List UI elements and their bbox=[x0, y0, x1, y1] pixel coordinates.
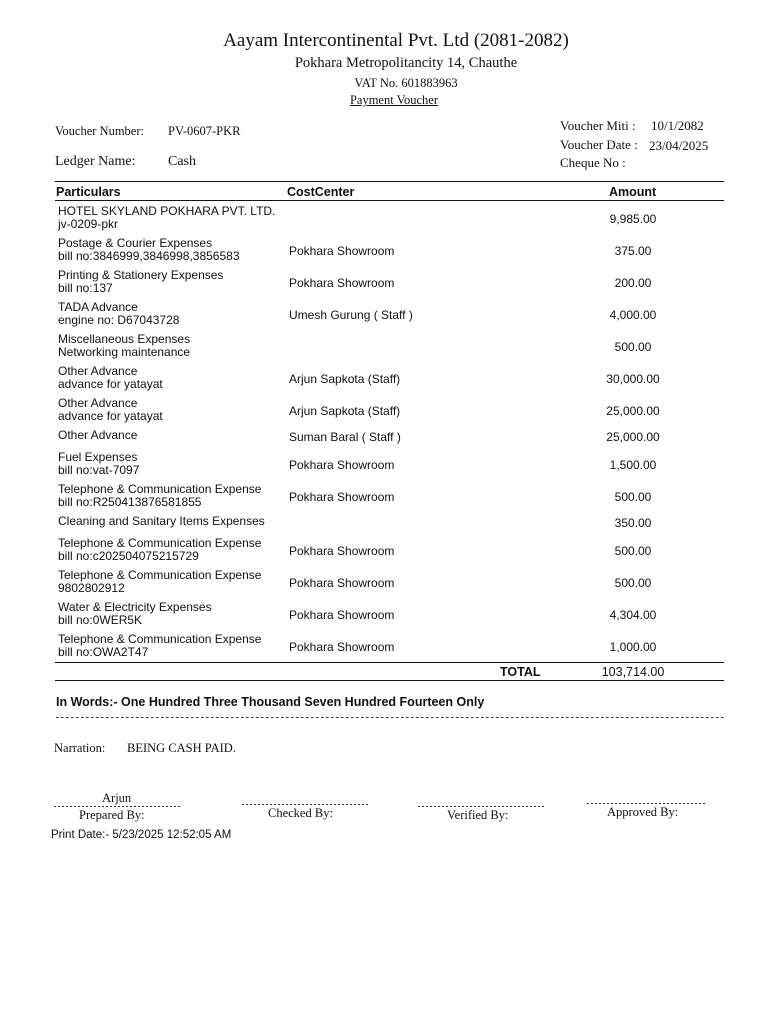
checked-signature-line bbox=[242, 804, 370, 805]
amount-cell: 375.00 bbox=[614, 244, 652, 258]
particulars-cell bbox=[58, 269, 223, 294]
amount-cell: 500.00 bbox=[614, 544, 652, 558]
header-particulars: Particulars bbox=[56, 185, 121, 199]
costcenter-cell: Pokhara Showroom bbox=[289, 608, 395, 622]
company-address: Pokhara Metropolitancity 14, Chauthe bbox=[294, 55, 518, 71]
document-title: Payment Voucher bbox=[349, 93, 439, 107]
table-row bbox=[55, 451, 724, 479]
particulars-text: Other Advance bbox=[58, 396, 138, 410]
ledger-name-label: Ledger Name: bbox=[55, 154, 136, 169]
costcenter-cell: Arjun Sapkota (Staff) bbox=[289, 372, 401, 386]
table-row bbox=[55, 269, 724, 297]
amount-in-words: In Words:- One Hundred Three Thousand Seven Hundred Fourteen Only bbox=[56, 695, 485, 709]
ledger-name-value: Cash bbox=[168, 154, 196, 169]
total-amount: 103,714.00 bbox=[601, 665, 665, 679]
checked-by-label: Checked By: bbox=[268, 806, 333, 820]
particulars-cell bbox=[58, 301, 179, 326]
particulars-cell bbox=[58, 633, 261, 658]
header-costcenter: CostCenter bbox=[287, 185, 355, 199]
particulars-cell bbox=[58, 537, 261, 562]
particulars-cell bbox=[58, 515, 265, 528]
particulars-text: Fuel Expenses bbox=[58, 450, 138, 464]
prepared-signature-line bbox=[54, 806, 182, 807]
narration-text: BEING CASH PAID. bbox=[127, 741, 236, 755]
amount-cell: 350.00 bbox=[614, 516, 652, 530]
company-name: Aayam Intercontinental Pvt. Ltd (2081-2082) bbox=[223, 30, 569, 51]
table-row bbox=[55, 515, 724, 533]
particulars-subtext: Networking maintenance bbox=[58, 344, 191, 359]
costcenter-cell: Umesh Gurung ( Staff ) bbox=[289, 308, 413, 322]
particulars-subtext: bill no:OWA2T47 bbox=[58, 644, 149, 659]
voucher-date-label: Voucher Date : bbox=[560, 137, 638, 152]
particulars-subtext: bill no:c202504075215729 bbox=[58, 548, 199, 563]
prepared-by-label: Prepared By: bbox=[79, 808, 145, 822]
particulars-subtext: engine no: D67043728 bbox=[58, 312, 180, 327]
approved-signature-line bbox=[587, 803, 707, 804]
costcenter-cell: Arjun Sapkota (Staff) bbox=[289, 404, 401, 418]
particulars-cell bbox=[58, 397, 163, 422]
particulars-text: Water & Electricity Expenses bbox=[58, 600, 212, 614]
particulars-subtext: advance for yatayat bbox=[58, 376, 163, 391]
table-row bbox=[55, 397, 724, 425]
narration-label: Narration: bbox=[54, 741, 106, 755]
costcenter-cell: Pokhara Showroom bbox=[289, 544, 395, 558]
particulars-subtext: bill no:0WER5K bbox=[58, 612, 143, 627]
particulars-subtext: advance for yatayat bbox=[58, 408, 163, 423]
particulars-cell bbox=[58, 365, 163, 390]
particulars-cell bbox=[58, 451, 139, 476]
print-date: Print Date:- 5/23/2025 12:52:05 AM bbox=[51, 829, 232, 841]
particulars-text: Other Advance bbox=[58, 428, 138, 442]
particulars-text: Cleaning and Sanitary Items Expenses bbox=[58, 514, 265, 528]
costcenter-cell: Suman Baral ( Staff ) bbox=[289, 430, 401, 444]
amount-cell: 25,000.00 bbox=[606, 430, 660, 444]
amount-cell: 4,000.00 bbox=[609, 308, 657, 322]
amount-cell: 500.00 bbox=[614, 340, 652, 354]
table-row bbox=[55, 569, 724, 597]
costcenter-cell: Pokhara Showroom bbox=[289, 640, 395, 654]
particulars-subtext: bill no:3846999,3846998,3856583 bbox=[58, 248, 240, 263]
amount-cell: 500.00 bbox=[614, 490, 652, 504]
header-amount: Amount bbox=[609, 185, 657, 199]
particulars-text: Other Advance bbox=[58, 364, 138, 378]
voucher-number-value: PV-0607-PKR bbox=[168, 124, 241, 138]
costcenter-cell: Pokhara Showroom bbox=[289, 458, 395, 472]
particulars-subtext: bill no:R250413876581855 bbox=[58, 494, 202, 509]
table-row bbox=[55, 301, 724, 329]
costcenter-cell: Pokhara Showroom bbox=[289, 576, 395, 590]
costcenter-cell: Pokhara Showroom bbox=[289, 490, 395, 504]
prepared-by-name: Arjun bbox=[102, 791, 132, 805]
table-row bbox=[55, 333, 724, 361]
amount-cell: 500.00 bbox=[614, 576, 652, 590]
amount-cell: 25,000.00 bbox=[606, 404, 660, 418]
particulars-cell bbox=[58, 601, 212, 626]
particulars-subtext: bill no:137 bbox=[58, 280, 113, 295]
particulars-text: Telephone & Communication Expense bbox=[58, 568, 262, 582]
table-row bbox=[55, 237, 724, 265]
table-row bbox=[55, 429, 724, 447]
particulars-cell bbox=[58, 333, 190, 358]
particulars-text: Telephone & Communication Expense bbox=[58, 482, 262, 496]
amount-cell: 9,985.00 bbox=[609, 212, 657, 226]
dashed-separator bbox=[56, 717, 724, 719]
table-row bbox=[55, 205, 724, 233]
approved-by-label: Approved By: bbox=[607, 805, 679, 819]
particulars-text: TADA Advance bbox=[58, 300, 138, 314]
total-bottom-rule bbox=[55, 680, 724, 681]
voucher-miti-label: Voucher Miti : bbox=[560, 118, 636, 133]
amount-cell: 4,304.00 bbox=[609, 608, 657, 622]
table-row bbox=[55, 365, 724, 393]
particulars-text: Telephone & Communication Expense bbox=[58, 536, 262, 550]
particulars-text: Miscellaneous Expenses bbox=[58, 332, 191, 346]
costcenter-cell: Pokhara Showroom bbox=[289, 244, 395, 258]
amount-cell: 1,500.00 bbox=[609, 458, 657, 472]
table-row bbox=[55, 483, 724, 511]
voucher-miti-value: 10/1/2082 bbox=[651, 118, 704, 133]
total-label: TOTAL bbox=[500, 665, 541, 679]
particulars-subtext: jv-0209-pkr bbox=[58, 216, 119, 231]
particulars-text: Postage & Courier Expenses bbox=[58, 236, 213, 250]
particulars-text: HOTEL SKYLAND POKHARA PVT. LTD. bbox=[58, 204, 276, 218]
total-top-rule bbox=[55, 662, 724, 663]
particulars-text: Telephone & Communication Expense bbox=[58, 632, 262, 646]
particulars-cell bbox=[58, 483, 261, 508]
table-row bbox=[55, 537, 724, 565]
table-row bbox=[55, 633, 724, 661]
voucher-number-label: Voucher Number: bbox=[55, 124, 144, 138]
table-row bbox=[55, 601, 724, 629]
particulars-cell bbox=[58, 429, 137, 442]
particulars-cell bbox=[58, 237, 240, 262]
particulars-text: Printing & Stationery Expenses bbox=[58, 268, 224, 282]
amount-cell: 30,000.00 bbox=[606, 372, 660, 386]
vat-number: VAT No. 601883963 bbox=[354, 76, 458, 90]
amount-cell: 1,000.00 bbox=[609, 640, 657, 654]
verified-by-label: Verified By: bbox=[447, 808, 509, 822]
amount-cell: 200.00 bbox=[614, 276, 652, 290]
particulars-cell bbox=[58, 569, 261, 594]
costcenter-cell: Pokhara Showroom bbox=[289, 276, 395, 290]
voucher-date-value: 23/04/2025 bbox=[649, 138, 709, 153]
verified-signature-line bbox=[418, 806, 546, 807]
cheque-no-label: Cheque No : bbox=[560, 155, 626, 170]
particulars-subtext: 9802802912 bbox=[58, 580, 125, 595]
table-top-rule bbox=[55, 181, 724, 182]
particulars-cell bbox=[58, 205, 275, 230]
particulars-subtext: bill no:vat-7097 bbox=[58, 462, 140, 477]
table-header-rule bbox=[55, 200, 724, 201]
